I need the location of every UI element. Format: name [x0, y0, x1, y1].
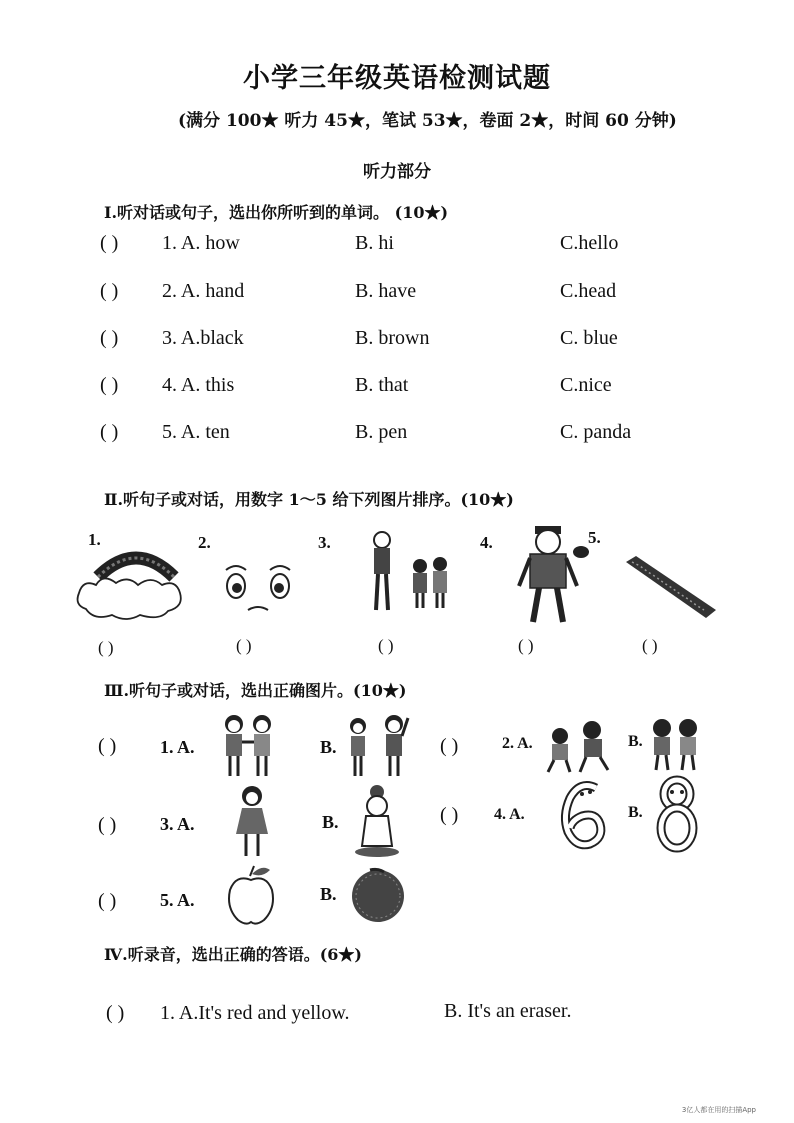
picture-number: 2.	[198, 533, 211, 552]
option-c: C.hello	[560, 232, 619, 254]
section-3-heading: Ⅲ.听句子或对话，选出正确图片。(10★)	[104, 681, 407, 700]
part-heading: 听力部分	[363, 162, 431, 182]
answer-blank[interactable]: ( )	[440, 804, 459, 826]
answer-blank[interactable]: ( )	[98, 890, 117, 912]
option-b: B. have	[355, 280, 417, 302]
answer-blank[interactable]: ( )	[100, 232, 119, 254]
section-2-heading: Ⅱ.听句子或对话，用数字 1～5 给下列图片排序。(10★)	[104, 490, 514, 509]
scanner-watermark: 3亿人都在用的扫描App	[681, 1106, 756, 1114]
option-c: C. panda	[560, 421, 632, 443]
option-c: C.nice	[560, 374, 612, 396]
answer-blank[interactable]: ( )	[236, 636, 252, 655]
orange-icon	[350, 864, 406, 924]
option-a-label: 5. A.	[160, 890, 195, 910]
option-b: B. pen	[355, 421, 408, 443]
option-a-label: 2. A.	[502, 735, 533, 752]
option-a-label: 4. A.	[494, 806, 525, 823]
man-icon	[515, 522, 595, 626]
answer-blank[interactable]: ( )	[440, 735, 459, 757]
option-a: 1. A. how	[162, 232, 240, 254]
section-1-heading: Ⅰ.听对话或句子，选出你所听到的单词。 (10★)	[104, 203, 449, 222]
option-c: C.head	[560, 280, 617, 302]
picture-number: 1.	[88, 530, 101, 549]
number-six-icon	[558, 778, 608, 850]
kids-waving-icon	[344, 712, 410, 780]
girl-standing-icon	[232, 784, 272, 860]
answer-blank[interactable]: ( )	[98, 638, 114, 657]
option-a: 5. A. ten	[162, 421, 230, 443]
answer-blank[interactable]: ( )	[98, 814, 117, 836]
option-b-label: B.	[322, 812, 339, 832]
picture-number: 4.	[480, 533, 493, 552]
face-icon	[218, 560, 298, 620]
picture-number: 5.	[588, 528, 601, 547]
kids-hugging-icon	[648, 716, 704, 772]
family-icon	[368, 528, 458, 612]
page-title: 小学三年级英语检测试题	[243, 63, 551, 94]
answer-blank[interactable]: ( )	[100, 421, 119, 443]
answer-blank[interactable]: ( )	[518, 636, 534, 655]
option-b: B. It's an eraser.	[444, 1000, 572, 1022]
answer-blank[interactable]: ( )	[98, 735, 117, 757]
option-b-label: B.	[320, 737, 337, 757]
option-a: 2. A. hand	[162, 280, 245, 302]
apple-icon	[226, 864, 276, 930]
option-a-label: 3. A.	[160, 814, 195, 834]
answer-blank[interactable]: ( )	[100, 280, 119, 302]
answer-blank[interactable]: ( )	[100, 327, 119, 349]
option-b-label: B.	[628, 733, 643, 750]
option-b-label: B.	[628, 804, 643, 821]
number-eight-icon	[654, 774, 700, 854]
rainbow-icon	[76, 545, 186, 625]
option-a: 3. A.black	[162, 327, 244, 349]
option-a: 1. A.It's red and yellow.	[160, 1002, 350, 1024]
kids-greeting-icon	[218, 712, 278, 780]
answer-blank[interactable]: ( )	[100, 374, 119, 396]
girl-sitting-icon	[352, 784, 402, 860]
option-b-label: B.	[320, 884, 337, 904]
section-4-heading: Ⅳ.听录音，选出正确的答语。(6★)	[104, 945, 363, 964]
answer-blank[interactable]: ( )	[642, 636, 658, 655]
answer-blank[interactable]: ( )	[378, 636, 394, 655]
answer-blank[interactable]: ( )	[106, 1002, 125, 1024]
option-b: B. brown	[355, 327, 430, 349]
option-b: B. that	[355, 374, 409, 396]
option-a: 4. A. this	[162, 374, 235, 396]
option-a-label: 1. A.	[160, 737, 195, 757]
picture-number: 3.	[318, 533, 331, 552]
option-b: B. hi	[355, 232, 394, 254]
option-c: C. blue	[560, 327, 618, 349]
ruler-icon	[620, 556, 720, 622]
kids-playing-icon	[546, 718, 616, 774]
exam-info: (满分 100★ 听力 45★，笔试 53★，卷面 2★，时间 60 分钟)	[178, 111, 677, 131]
